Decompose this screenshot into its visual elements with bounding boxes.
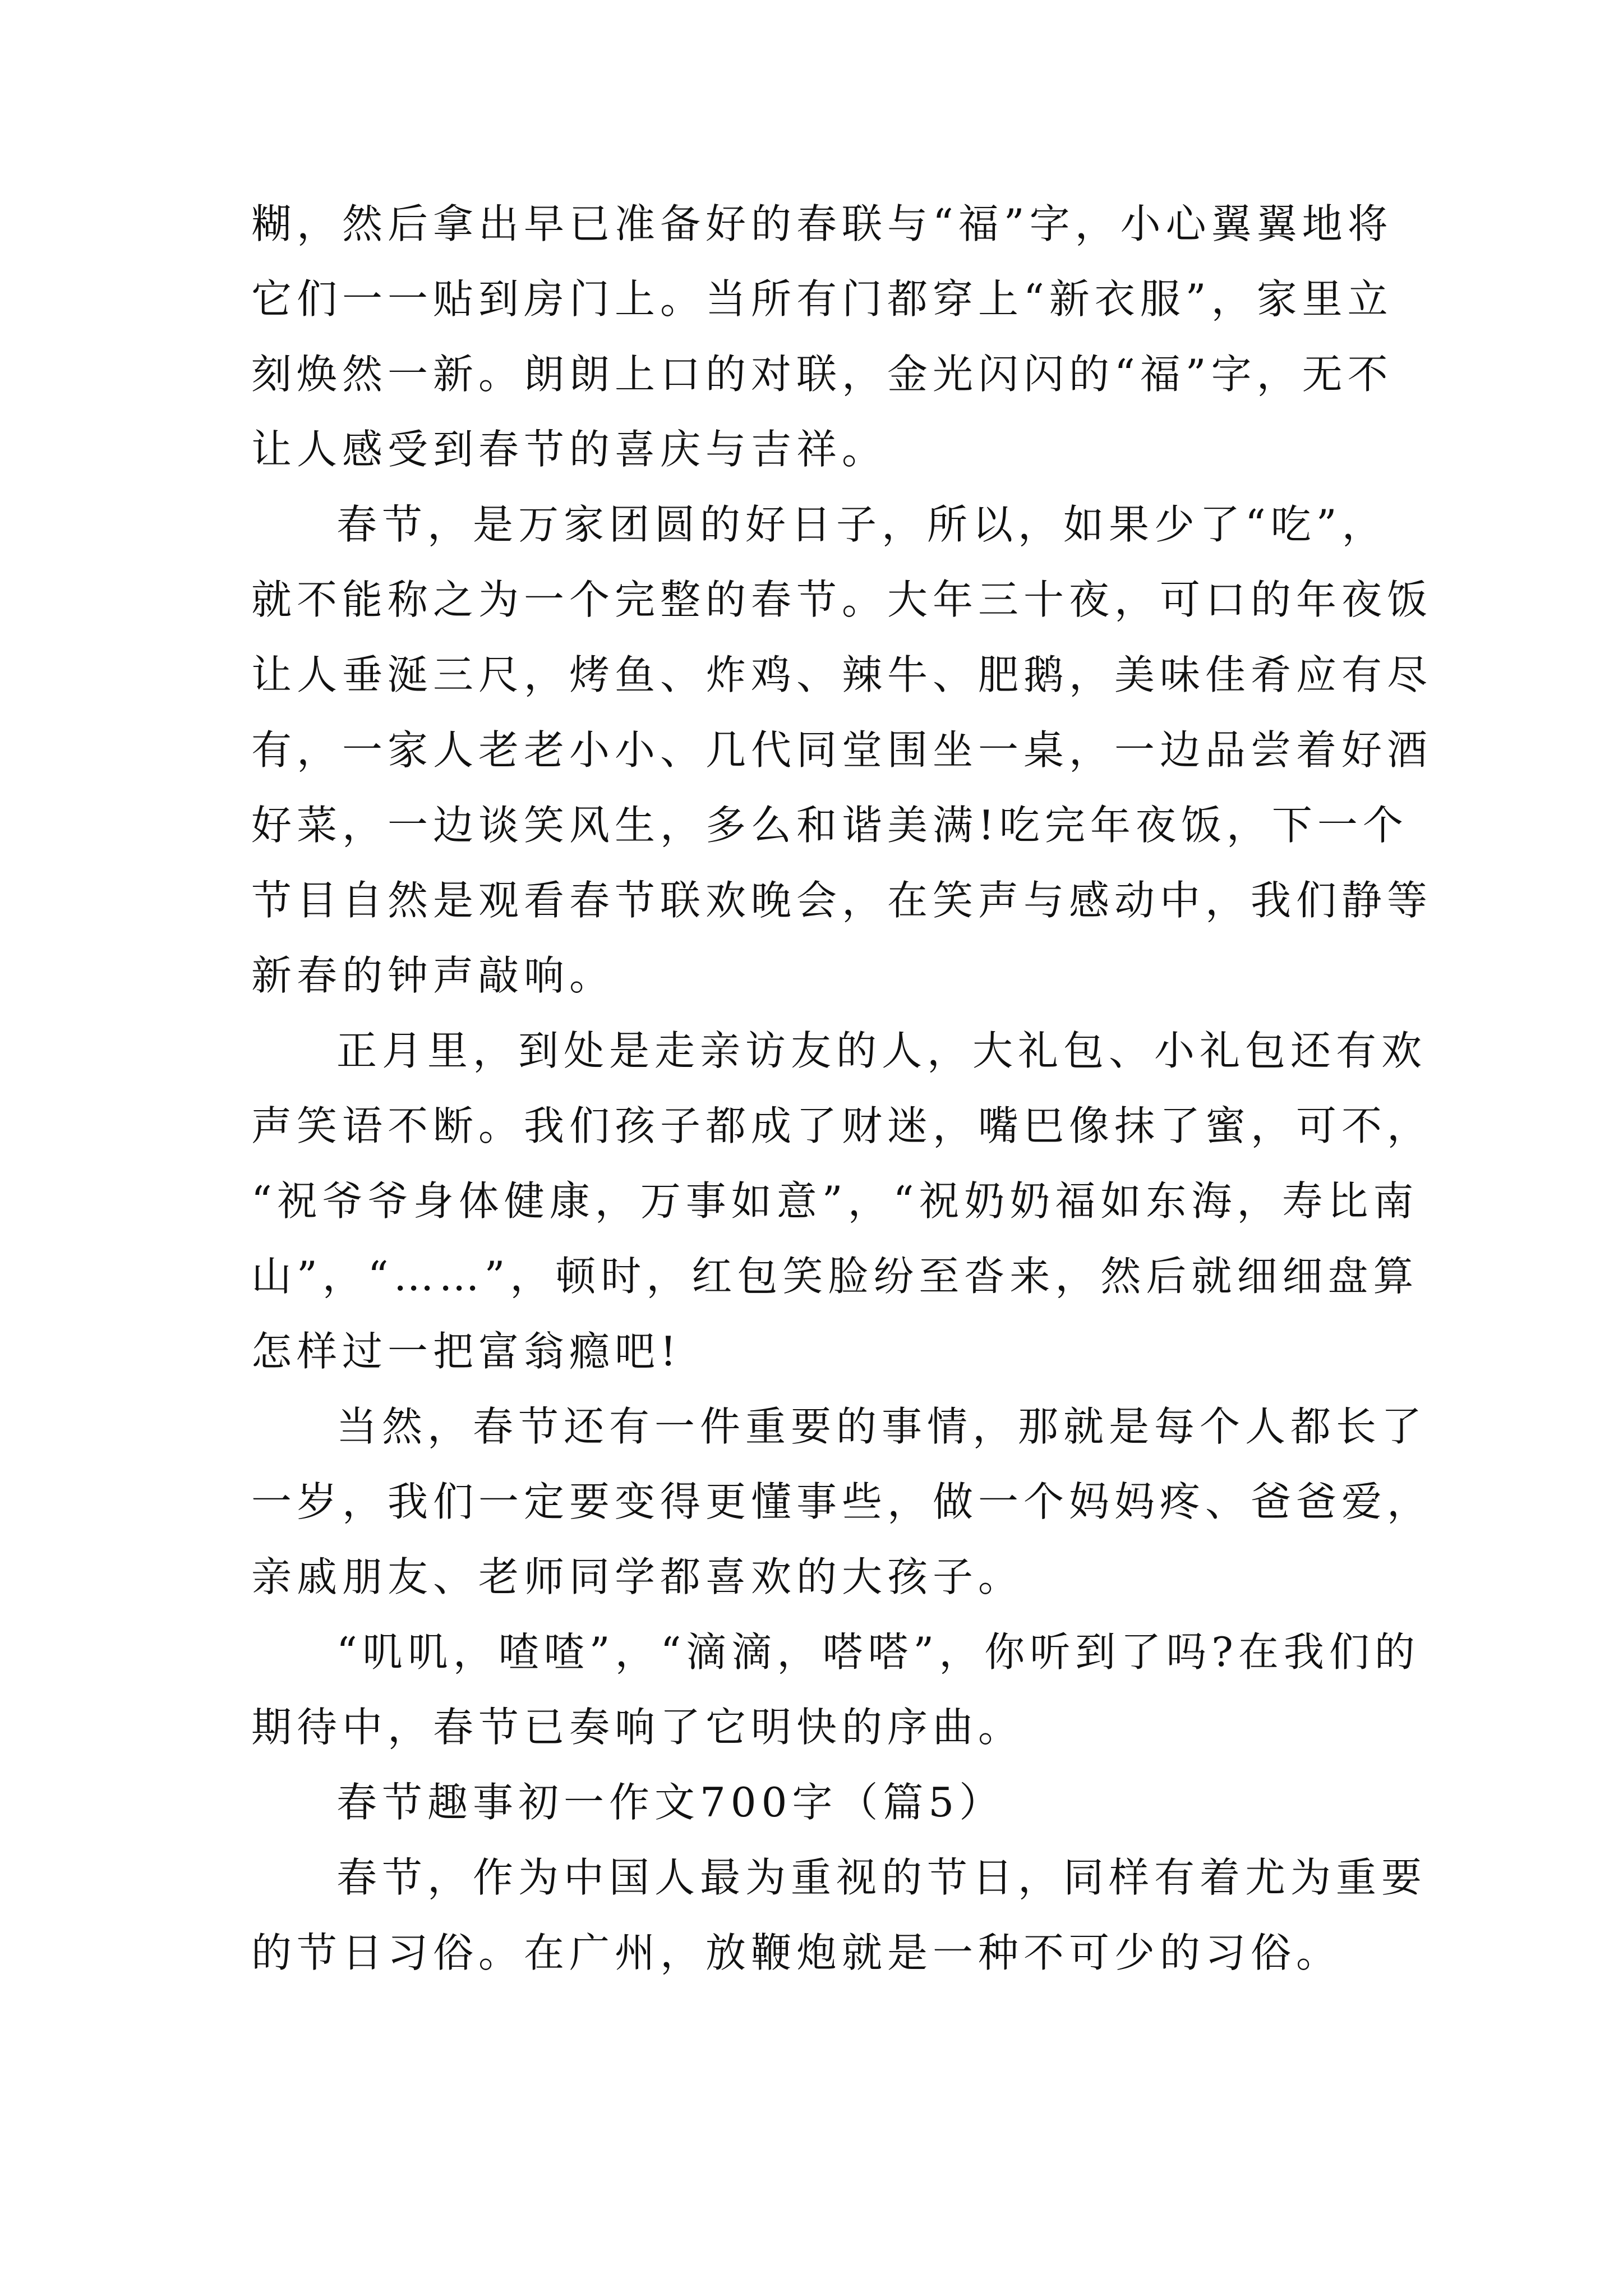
paragraph-line: 当然，春节还有一件重要的事情，那就是每个人都长了 (336, 1403, 1427, 1450)
section-heading: 春节趣事初一作文700字（篇5） (336, 1779, 1005, 1826)
paragraph-line: 山”，“……”，顿时，红包笑脸纷至沓来，然后就细细盘算 (251, 1253, 1419, 1300)
paragraph-line: “祝爷爷身体健康，万事如意”，“祝奶奶福如东海，寿比南 (251, 1177, 1419, 1225)
paragraph-line: 春节，作为中国人最为重视的节日，同样有着尤为重要 (336, 1854, 1427, 1901)
paragraph-line: 节目自然是观看春节联欢晚会，在笑声与感动中，我们静等 (251, 877, 1433, 924)
paragraph-line: 新春的钟声敲响。 (251, 952, 615, 999)
paragraph-line: “叽叽，喳喳”，“滴滴，嗒嗒”，你听到了吗?在我们的 (336, 1628, 1420, 1676)
paragraph-line: 就不能称之为一个完整的春节。大年三十夜，可口的年夜饭 (251, 576, 1433, 623)
paragraph-line: 让人垂涎三尺，烤鱼、炸鸡、辣牛、肥鹅，美味佳肴应有尽 (251, 651, 1433, 698)
paragraph-line: 期待中，春节已奏响了它明快的序曲。 (251, 1704, 1024, 1751)
paragraph-line: 春节，是万家团圆的好日子，所以，如果少了“吃”， (336, 501, 1387, 548)
paragraph-line: 好菜，一边谈笑风生，多么和谐美满!吃完年夜饭，下一个 (251, 802, 1408, 849)
paragraph-line: 刻焕然一新。朗朗上口的对联，金光闪闪的“福”字，无不 (251, 351, 1393, 398)
paragraph-line: 声笑语不断。我们孩子都成了财迷，嘴巴像抹了蜜，可不， (251, 1102, 1433, 1149)
paragraph-line: 一岁，我们一定要变得更懂事些，做一个妈妈疼、爸爸爱， (251, 1478, 1433, 1525)
paragraph-line: 让人感受到春节的喜庆与吉祥。 (251, 426, 888, 473)
paragraph-line: 正月里，到处是走亲访友的人，大礼包、小礼包还有欢 (336, 1027, 1427, 1074)
paragraph-line: 的节日习俗。在广州，放鞭炮就是一种不可少的习俗。 (251, 1929, 1342, 1976)
paragraph-line: 它们一一贴到房门上。当所有门都穿上“新衣服”，家里立 (251, 275, 1393, 323)
paragraph-line: 有，一家人老老小小、几代同堂围坐一桌，一边品尝着好酒 (251, 726, 1433, 774)
paragraph-line: 亲戚朋友、老师同学都喜欢的大孩子。 (251, 1553, 1024, 1600)
paragraph-line: 糊，然后拿出早已准备好的春联与“福”字，小心翼翼地将 (251, 200, 1393, 247)
paragraph-line: 怎样过一把富翁瘾吧! (251, 1328, 681, 1375)
